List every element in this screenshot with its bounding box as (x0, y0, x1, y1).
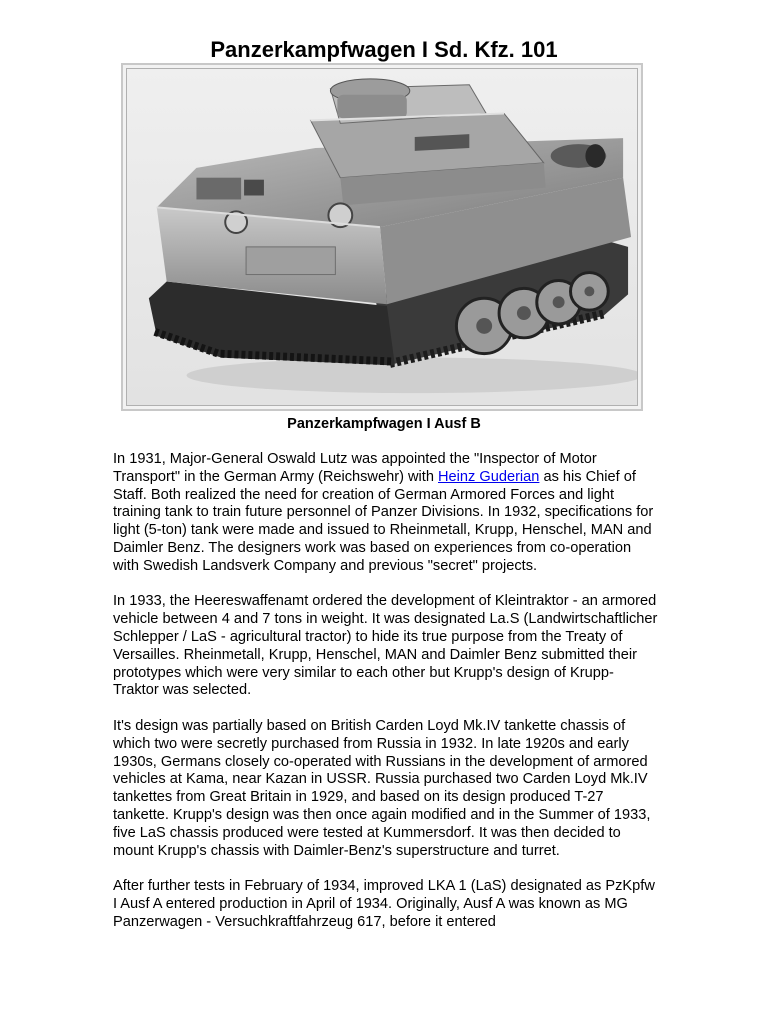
page-title: Panzerkampfwagen I Sd. Kfz. 101 (210, 37, 558, 62)
article-body (113, 451, 658, 949)
paragraph-1-text-end: as his Chief of Staff. Both realized the need for creation of German Armored Forces and light training tank to train future personnel of Panzer Divisions. In 1932, specifications for light (5-ton) tank were made and issued to Rheinmetall, Krupp, Henschel, MAN and Daimler Benz. The designers work was based on experiences from co-operation with Swedish Landsverk Company and previous "secret" projects. (113, 468, 654, 574)
paragraph-2: In 1933, the Heereswaffenamt ordered the development of Kleintraktor - an armored vehicle between 4 and 7 tons in weight. It was designated La.S (Landwirtschaftlicher Schlepper / LaS - agricultural tractor) to hide its true purpose from the Treaty of Versailles. Rheinmetall, Krupp, Henschel, MAN and Daimler Benz submitted their prototypes which were very similar to each other but Krupp's design of Krupp-Traktor was selected. (113, 593, 658, 699)
tank-photo-frame (121, 63, 643, 411)
tank-photo (126, 68, 638, 406)
heinz-guderian-link[interactable]: Heinz Guderian (438, 468, 540, 485)
paragraph-4: After further tests in February of 1934, improved LKA 1 (LaS) designated as PzKpfw I Ausf A entered production in April of 1934. Originally, Ausf A was known as MG Panzerwagen - Versuchkraftfahrzeug 617, before it entered (113, 878, 655, 930)
paragraph-3: It's design was partially based on British Carden Loyd Mk.IV tankette chassis of which two were secretly purchased from Russia in 1932. In late 1920s and early 1930s, Germans closely co-operated with Russians in the development of armored vehicles at Kama, near Kazan in USSR. Russia purchased two Carden Loyd Mk.IV tankettes from Great Britain in 1929, and based on its design produced T-27 tankette. Krupp's design was then once again modified and in the Summer of 1933, five LaS chassis produced were tested at Kummersdorf. It was then decided to mount Krupp's chassis with Daimler-Benz's superstructure and turret. (113, 717, 651, 859)
tank-photo-icon (127, 69, 637, 405)
paragraph-1 (113, 451, 658, 576)
paragraph-1-text-start: In 1931, Major-General Oswald Lutz was appointed the "Inspector of Motor Transport" in the German Army (Reichswehr) with (113, 451, 597, 485)
photo-caption: Panzerkampfwagen I Ausf B (287, 416, 481, 432)
